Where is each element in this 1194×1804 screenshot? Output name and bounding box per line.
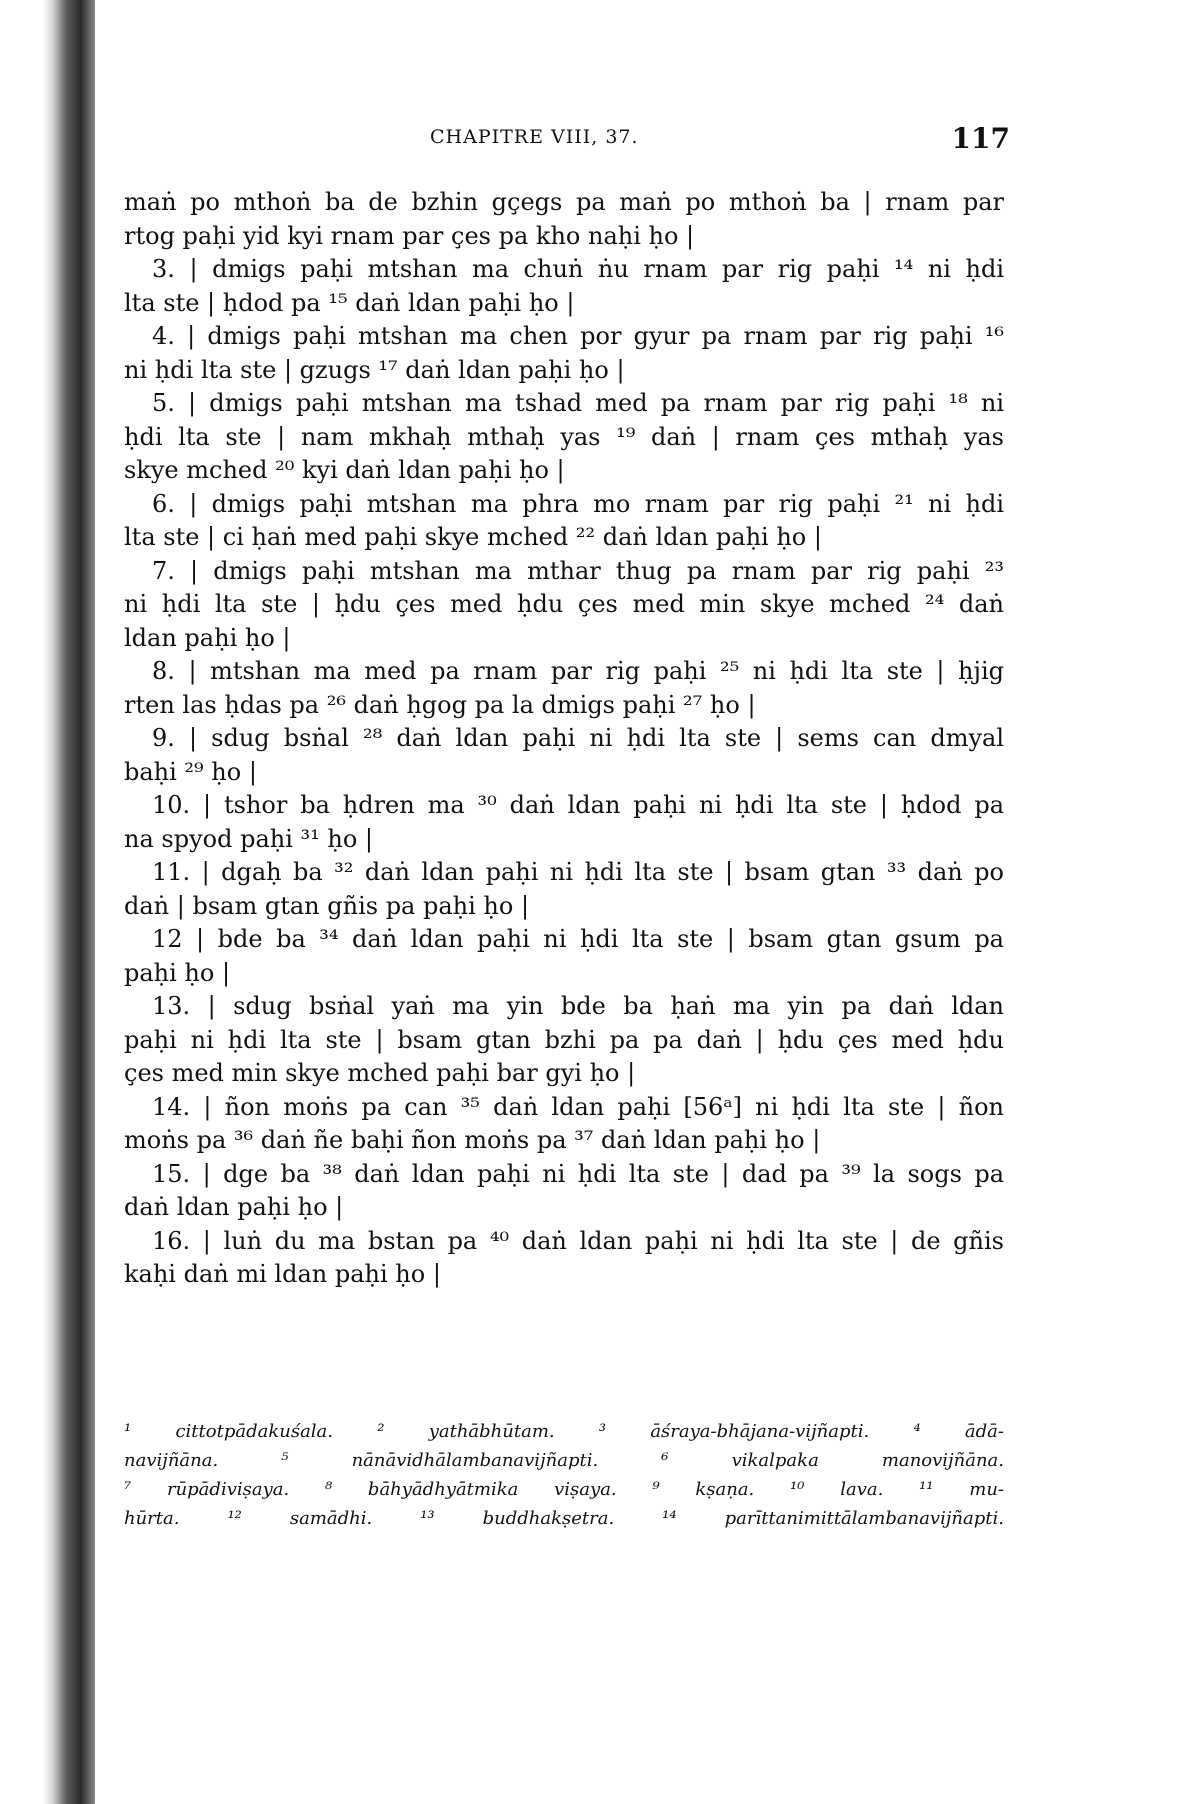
page-number: 117 [951,122,1010,155]
text-line: ni ḥdi lta ste | gzugs ¹⁷ daṅ ldan paḥi ḥo | [124,355,625,384]
text-line: 9. | sdug bsṅal ²⁸ daṅ ldan paḥi ni ḥdi lta ste | sems can dmyal [152,724,1004,752]
footnote-line: hūrta. ¹² samādhi. ¹³ buddhakṣetra. ¹⁴ parīttanimittālambanavijñapti. [124,1508,1004,1529]
text-line: moṅs pa ³⁶ daṅ ñe baḥi ñon moṅs pa ³⁷ daṅ ldan paḥi ḥo | [124,1126,821,1154]
text-line: paḥi ni ḥdi lta ste | bsam gtan bzhi pa pa daṅ | ḥdu çes med ḥdu [124,1025,1004,1054]
text-line: skye mched ²⁰ kyi daṅ ldan paḥi ḥo | [124,456,565,484]
text-line: na spyod paḥi ³¹ ḥo | [124,824,373,853]
running-title: CHAPITRE VIII, 37. [430,126,639,148]
text-line: 11. | dgaḥ ba ³² daṅ ldan paḥi ni ḥdi lta ste | bsam gtan ³³ daṅ po [152,858,1004,886]
body-text [124,186,1004,1292]
text-line: çes med min skye mched paḥi bar gyi ḥo | [124,1059,636,1087]
text-line: daṅ | bsam gtan gñis pa paḥi ḥo | [124,891,530,920]
text-line: maṅ po mthoṅ ba de bzhin gçegs pa maṅ po mthoṅ ba | rnam par [124,188,1004,216]
footnote-line: ¹ cittotpādakuśala. ² yathābhūtam. ³ āśraya-bhājana-vijñapti. ⁴ ādā- [124,1421,1004,1442]
text-line: baḥi ²⁹ ḥo | [124,757,257,786]
text-line: 16. | luṅ du ma bstan pa ⁴⁰ daṅ ldan paḥi ni ḥdi lta ste | de gñis [152,1226,1004,1255]
footnote-line: navijñāna. ⁵ nānāvidhālambanavijñapti. ⁶ vikalpaka manovijñāna. [124,1450,1004,1471]
text-line: ni ḥdi lta ste | ḥdu çes med ḥdu çes med min skye mched ²⁴ daṅ [124,590,1004,618]
text-line: rten las ḥdas pa ²⁶ daṅ ḥgog pa la dmigs paḥi ²⁷ ḥo | [124,690,756,719]
page-header [430,122,1010,166]
scanned-page-edge [0,0,95,1804]
text-line: 6. | dmigs paḥi mtshan ma phra mo rnam par rig paḥi ²¹ ni ḥdi [152,489,1004,518]
text-line: 5. | dmigs paḥi mtshan ma tshad med pa rnam par rig paḥi ¹⁸ ni [152,389,1004,417]
text-line: 3. | dmigs paḥi mtshan ma chuṅ ṅu rnam par rig paḥi ¹⁴ ni ḥdi [152,255,1004,283]
text-line: 4. | dmigs paḥi mtshan ma chen por gyur pa rnam par rig paḥi ¹⁶ [152,322,1004,350]
text-line: ldan paḥi ḥo | [124,623,291,652]
text-line: lta ste | ci ḥaṅ med paḥi skye mched ²² daṅ ldan paḥi ḥo | [124,523,822,551]
text-line: 8. | mtshan ma med pa rnam par rig paḥi ²⁵ ni ḥdi lta ste | ḥjig [152,657,1004,685]
text-line: 13. | sdug bsṅal yaṅ ma yin bde ba ḥaṅ ma yin pa daṅ ldan [152,992,1004,1020]
text-line: lta ste | ḥdod pa ¹⁵ daṅ ldan paḥi ḥo | [124,288,575,317]
text-line: 15. | dge ba ³⁸ daṅ ldan paḥi ni ḥdi lta ste | dad pa ³⁹ la sogs pa [152,1159,1004,1188]
text-line: 12 | bde ba ³⁴ daṅ ldan paḥi ni ḥdi lta ste | bsam gtan gsum pa [152,925,1004,953]
text-line: rtog paḥi yid kyi rnam par çes pa kho naḥi ḥo | [124,221,695,250]
text-line: paḥi ḥo | [124,958,231,987]
footnote-line: ⁷ rūpādiviṣaya. ⁸ bāhyādhyātmika viṣaya. ⁹ kṣaṇa. ¹⁰ lava. ¹¹ mu- [124,1479,1004,1500]
text-line: 14. | ñon moṅs pa can ³⁵ daṅ ldan paḥi [56ᵃ] ni ḥdi lta ste | ñon [152,1092,1004,1121]
footnotes [124,1417,1004,1533]
text-line: ḥdi lta ste | nam mkhaḥ mthaḥ yas ¹⁹ daṅ | rnam çes mthaḥ yas [124,422,1004,451]
text-line: 7. | dmigs paḥi mtshan ma mthar thug pa rnam par rig paḥi ²³ [152,556,1004,585]
text-line: daṅ ldan paḥi ḥo | [124,1193,344,1221]
text-line: kaḥi daṅ mi ldan paḥi ḥo | [124,1260,441,1288]
text-line: 10. | tshor ba ḥdren ma ³⁰ daṅ ldan paḥi ni ḥdi lta ste | ḥdod pa [152,791,1004,819]
